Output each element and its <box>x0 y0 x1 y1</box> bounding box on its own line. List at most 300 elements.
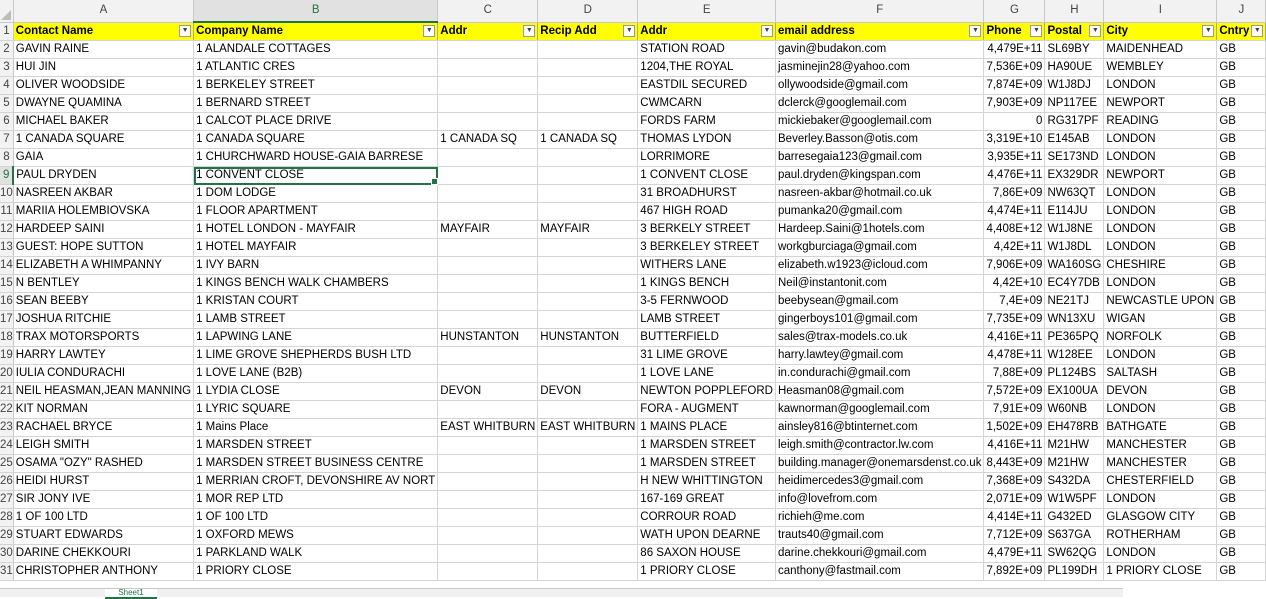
cell[interactable]: EASTDIL SECURED <box>638 77 776 95</box>
cell[interactable]: GB <box>1217 275 1266 293</box>
row-header[interactable]: 26 <box>0 473 13 491</box>
cell[interactable]: ELIZABETH A WHIMPANNY <box>13 257 193 275</box>
row-header[interactable]: 31 <box>0 563 13 581</box>
column-header-b[interactable]: B <box>194 0 438 22</box>
sheet-tab[interactable] <box>105 589 157 599</box>
cell[interactable]: READING <box>1104 113 1217 131</box>
cell[interactable]: NEWPORT <box>1104 95 1217 113</box>
cell[interactable]: 4,42E+10 <box>984 275 1045 293</box>
cell[interactable]: HA90UE <box>1045 59 1104 77</box>
cell[interactable]: 1 MARSDEN STREET <box>638 437 776 455</box>
select-all-corner[interactable] <box>0 0 13 22</box>
cell[interactable]: pumanka20@gmail.com <box>776 203 984 221</box>
cell[interactable] <box>538 59 638 77</box>
cell[interactable]: DEVON <box>438 383 538 401</box>
cell[interactable]: E145AB <box>1045 131 1104 149</box>
cell[interactable]: CWMCARN <box>638 95 776 113</box>
cell[interactable] <box>538 455 638 473</box>
cell[interactable]: MAYFAIR <box>538 221 638 239</box>
cell[interactable]: Hardeep.Saini@1hotels.com <box>776 221 984 239</box>
cell[interactable]: S432DA <box>1045 473 1104 491</box>
cell[interactable]: 1 CONVENT CLOSE <box>638 167 776 185</box>
cell[interactable]: 1 OF 100 LTD <box>194 509 438 527</box>
cell[interactable]: GB <box>1217 203 1266 221</box>
cell[interactable]: PL199DH <box>1045 563 1104 581</box>
cell[interactable]: MAYFAIR <box>438 221 538 239</box>
cell[interactable]: LONDON <box>1104 131 1217 149</box>
cell[interactable]: NEWTON POPPLEFORD <box>638 383 776 401</box>
cell[interactable]: JOSHUA RITCHIE <box>13 311 193 329</box>
cell[interactable]: SE173ND <box>1045 149 1104 167</box>
column-header-e[interactable]: E <box>638 0 776 22</box>
header-cell[interactable] <box>1045 22 1104 41</box>
cell[interactable]: 4,414E+11 <box>984 509 1045 527</box>
cell[interactable]: HARRY LAWTEY <box>13 347 193 365</box>
cell[interactable] <box>538 401 638 419</box>
cell[interactable]: 1 MARSDEN STREET <box>638 455 776 473</box>
cell[interactable]: 1 LIME GROVE SHEPHERDS BUSH LTD <box>194 347 438 365</box>
row-header[interactable]: 17 <box>0 311 13 329</box>
cell[interactable] <box>438 275 538 293</box>
cell[interactable] <box>438 473 538 491</box>
row-header[interactable]: 27 <box>0 491 13 509</box>
cell[interactable]: N BENTLEY <box>13 275 193 293</box>
cell[interactable]: LAMB STREET <box>638 311 776 329</box>
cell[interactable] <box>538 473 638 491</box>
cell[interactable]: WATH UPON DEARNE <box>638 527 776 545</box>
cell[interactable]: NE21TJ <box>1045 293 1104 311</box>
cell[interactable]: GLASGOW CITY <box>1104 509 1217 527</box>
row-header[interactable]: 19 <box>0 347 13 365</box>
row-header[interactable]: 22 <box>0 401 13 419</box>
cell[interactable]: LONDON <box>1104 347 1217 365</box>
row-header[interactable]: 15 <box>0 275 13 293</box>
filter-dropdown-icon[interactable]: ▼ <box>423 25 435 37</box>
cell[interactable]: 1 MARSDEN STREET <box>194 437 438 455</box>
cell[interactable]: EAST WHITBURN <box>538 419 638 437</box>
cell[interactable]: 3-5 FERNWOOD <box>638 293 776 311</box>
row-header[interactable]: 23 <box>0 419 13 437</box>
cell[interactable]: LONDON <box>1104 239 1217 257</box>
cell[interactable]: 7,906E+09 <box>984 257 1045 275</box>
cell[interactable]: CHESHIRE <box>1104 257 1217 275</box>
cell[interactable]: GB <box>1217 383 1266 401</box>
cell[interactable]: EX329DR <box>1045 167 1104 185</box>
cell[interactable]: 0 <box>984 113 1045 131</box>
cell[interactable] <box>538 113 638 131</box>
cell[interactable]: 4,408E+12 <box>984 221 1045 239</box>
cell[interactable]: Neil@instantonit.com <box>776 275 984 293</box>
cell[interactable]: 1 PRIORY CLOSE <box>194 563 438 581</box>
cell[interactable]: GB <box>1217 293 1266 311</box>
cell[interactable]: 4,479E+11 <box>984 41 1045 59</box>
cell[interactable]: leigh.smith@contractor.lw.com <box>776 437 984 455</box>
cell[interactable]: EAST WHITBURN <box>438 419 538 437</box>
cell[interactable] <box>438 41 538 59</box>
cell[interactable]: MARIIA HOLEMBIOVSKA <box>13 203 193 221</box>
cell[interactable]: HEIDI HURST <box>13 473 193 491</box>
cell[interactable]: HARDEEP SAINI <box>13 221 193 239</box>
cell[interactable] <box>438 257 538 275</box>
cell[interactable]: SALTASH <box>1104 365 1217 383</box>
cell[interactable] <box>438 185 538 203</box>
cell[interactable]: FORDS FARM <box>638 113 776 131</box>
cell[interactable]: 7,903E+09 <box>984 95 1045 113</box>
cell[interactable]: GB <box>1217 491 1266 509</box>
cell[interactable]: STATION ROAD <box>638 41 776 59</box>
cell[interactable]: GB <box>1217 455 1266 473</box>
cell[interactable] <box>438 149 538 167</box>
cell[interactable]: building.manager@onemarsdenst.co.uk <box>776 455 984 473</box>
cell[interactable]: CORROUR ROAD <box>638 509 776 527</box>
cell[interactable]: DEVON <box>538 383 638 401</box>
cell[interactable]: LONDON <box>1104 221 1217 239</box>
column-header-g[interactable]: G <box>984 0 1045 22</box>
cell[interactable] <box>538 203 638 221</box>
cell[interactable]: GB <box>1217 131 1266 149</box>
cell[interactable]: 1 CANADA SQ <box>438 131 538 149</box>
row-header[interactable]: 5 <box>0 95 13 113</box>
cell[interactable] <box>438 491 538 509</box>
cell[interactable]: NEWCASTLE UPON <box>1104 293 1217 311</box>
cell[interactable] <box>438 239 538 257</box>
cell[interactable]: canthony@fastmail.com <box>776 563 984 581</box>
row-header[interactable]: 3 <box>0 59 13 77</box>
cell[interactable]: DEVON <box>1104 383 1217 401</box>
cell[interactable]: LONDON <box>1104 149 1217 167</box>
cell[interactable]: 1 HOTEL MAYFAIR <box>194 239 438 257</box>
cell[interactable]: GB <box>1217 185 1266 203</box>
cell[interactable]: W1W5PF <box>1045 491 1104 509</box>
cell[interactable]: barresegaia123@gmail.com <box>776 149 984 167</box>
cell[interactable] <box>438 401 538 419</box>
cell[interactable]: 7,86E+09 <box>984 185 1045 203</box>
filter-dropdown-icon[interactable]: ▼ <box>523 25 535 37</box>
cell[interactable]: 1 MARSDEN STREET BUSINESS CENTRE <box>194 455 438 473</box>
cell[interactable] <box>438 509 538 527</box>
cell[interactable] <box>538 437 638 455</box>
cell[interactable]: BUTTERFIELD <box>638 329 776 347</box>
cell[interactable]: WA160SG <box>1045 257 1104 275</box>
cell[interactable]: 1 PRIORY CLOSE <box>1104 563 1217 581</box>
cell[interactable]: 1 LAPWING LANE <box>194 329 438 347</box>
row-header[interactable]: 13 <box>0 239 13 257</box>
cell[interactable]: 1 LYRIC SQUARE <box>194 401 438 419</box>
cell[interactable]: 1 CANADA SQUARE <box>194 131 438 149</box>
cell[interactable]: darine.chekkouri@gmail.com <box>776 545 984 563</box>
cell[interactable]: GB <box>1217 41 1266 59</box>
filter-dropdown-icon[interactable]: ▼ <box>623 25 635 37</box>
cell[interactable]: M21HW <box>1045 437 1104 455</box>
cell[interactable]: 1 ATLANTIC CRES <box>194 59 438 77</box>
row-header[interactable]: 8 <box>0 149 13 167</box>
row-header[interactable]: 10 <box>0 185 13 203</box>
cell[interactable]: Heasman08@gmail.com <box>776 383 984 401</box>
cell[interactable]: GB <box>1217 527 1266 545</box>
cell[interactable]: S637GA <box>1045 527 1104 545</box>
cell[interactable]: WITHERS LANE <box>638 257 776 275</box>
cell[interactable]: sales@trax-models.co.uk <box>776 329 984 347</box>
cell[interactable]: 3 BERKELEY STREET <box>638 239 776 257</box>
cell[interactable] <box>438 95 538 113</box>
cell[interactable]: 1 CALCOT PLACE DRIVE <box>194 113 438 131</box>
row-header[interactable]: 28 <box>0 509 13 527</box>
cell[interactable]: 8,443E+09 <box>984 455 1045 473</box>
row-header[interactable]: 14 <box>0 257 13 275</box>
cell[interactable]: 1 BERKELEY STREET <box>194 77 438 95</box>
cell[interactable]: GB <box>1217 113 1266 131</box>
cell[interactable]: GB <box>1217 509 1266 527</box>
cell[interactable]: 1,502E+09 <box>984 419 1045 437</box>
cell[interactable]: GB <box>1217 329 1266 347</box>
cell[interactable] <box>538 293 638 311</box>
cell[interactable]: 1 OXFORD MEWS <box>194 527 438 545</box>
cell[interactable]: H NEW WHITTINGTON <box>638 473 776 491</box>
cell[interactable] <box>538 275 638 293</box>
cell[interactable]: WIGAN <box>1104 311 1217 329</box>
cell[interactable]: 3,935E+11 <box>984 149 1045 167</box>
filter-dropdown-icon[interactable]: ▼ <box>1251 25 1263 37</box>
cell[interactable] <box>438 167 538 185</box>
cell[interactable]: LONDON <box>1104 77 1217 95</box>
cell[interactable]: GB <box>1217 545 1266 563</box>
cell[interactable] <box>438 311 538 329</box>
cell[interactable]: GB <box>1217 401 1266 419</box>
cell[interactable]: GB <box>1217 167 1266 185</box>
cell[interactable] <box>538 509 638 527</box>
cell[interactable]: LONDON <box>1104 491 1217 509</box>
header-cell[interactable] <box>776 22 984 41</box>
cell[interactable]: 7,88E+09 <box>984 365 1045 383</box>
cell[interactable]: OSAMA "OZY" RASHED <box>13 455 193 473</box>
cell[interactable]: W1J8NE <box>1045 221 1104 239</box>
cell[interactable] <box>538 563 638 581</box>
cell[interactable]: Beverley.Basson@otis.com <box>776 131 984 149</box>
cell[interactable]: GB <box>1217 95 1266 113</box>
row-header[interactable]: 30 <box>0 545 13 563</box>
cell[interactable]: 1 FLOOR APARTMENT <box>194 203 438 221</box>
cell[interactable]: 1 IVY BARN <box>194 257 438 275</box>
cell[interactable]: in.condurachi@gmail.com <box>776 365 984 383</box>
cell[interactable]: NEIL HEASMAN,JEAN MANNING <box>13 383 193 401</box>
cell[interactable]: STUART EDWARDS <box>13 527 193 545</box>
cell[interactable]: GB <box>1217 311 1266 329</box>
cell[interactable]: LONDON <box>1104 401 1217 419</box>
row-header[interactable]: 24 <box>0 437 13 455</box>
cell[interactable] <box>538 257 638 275</box>
column-header-j[interactable]: J <box>1217 0 1266 22</box>
cell[interactable]: 1 MERRIAN CROFT, DEVONSHIRE AV NORT <box>194 473 438 491</box>
cell[interactable]: 7,368E+09 <box>984 473 1045 491</box>
cell[interactable]: GB <box>1217 473 1266 491</box>
cell[interactable]: E114JU <box>1045 203 1104 221</box>
cell[interactable]: NP117EE <box>1045 95 1104 113</box>
cell[interactable]: W60NB <box>1045 401 1104 419</box>
cell[interactable]: CHRISTOPHER ANTHONY <box>13 563 193 581</box>
cell[interactable]: W1J8DL <box>1045 239 1104 257</box>
cell[interactable]: kawnorman@googlemail.com <box>776 401 984 419</box>
cell[interactable]: ROTHERHAM <box>1104 527 1217 545</box>
cell[interactable] <box>438 113 538 131</box>
cell[interactable]: 1 ALANDALE COTTAGES <box>194 41 438 59</box>
cell[interactable] <box>438 437 538 455</box>
active-cell[interactable]: 1 CONVENT CLOSE <box>194 167 438 185</box>
cell[interactable]: MANCHESTER <box>1104 437 1217 455</box>
row-header[interactable]: 20 <box>0 365 13 383</box>
filter-dropdown-icon[interactable]: ▼ <box>1089 25 1101 37</box>
cell[interactable] <box>538 365 638 383</box>
cell[interactable]: 1 MAINS PLACE <box>638 419 776 437</box>
cell[interactable]: LONDON <box>1104 203 1217 221</box>
cell[interactable]: M21HW <box>1045 455 1104 473</box>
cell[interactable]: 4,416E+11 <box>984 437 1045 455</box>
cell[interactable] <box>438 527 538 545</box>
cell[interactable]: ollywoodside@gmail.com <box>776 77 984 95</box>
cell[interactable]: THOMAS LYDON <box>638 131 776 149</box>
cell[interactable]: NEWPORT <box>1104 167 1217 185</box>
row-header[interactable]: 29 <box>0 527 13 545</box>
cell[interactable]: SL69BY <box>1045 41 1104 59</box>
cell[interactable]: 4,42E+11 <box>984 239 1045 257</box>
header-cell[interactable] <box>638 22 776 41</box>
cell[interactable]: info@lovefrom.com <box>776 491 984 509</box>
cell[interactable]: 1 PRIORY CLOSE <box>638 563 776 581</box>
cell[interactable]: GB <box>1217 437 1266 455</box>
cell[interactable]: mickiebaker@googlemail.com <box>776 113 984 131</box>
cell[interactable]: elizabeth.w1923@icloud.com <box>776 257 984 275</box>
cell[interactable]: 4,416E+11 <box>984 329 1045 347</box>
cell[interactable]: richieh@me.com <box>776 509 984 527</box>
cell[interactable]: 31 BROADHURST <box>638 185 776 203</box>
column-header-i[interactable]: I <box>1104 0 1217 22</box>
cell[interactable] <box>538 167 638 185</box>
cell[interactable]: 1 KINGS BENCH <box>638 275 776 293</box>
cell[interactable]: GB <box>1217 59 1266 77</box>
filter-dropdown-icon[interactable]: ▼ <box>179 25 191 37</box>
cell[interactable] <box>438 365 538 383</box>
cell[interactable]: 1 BERNARD STREET <box>194 95 438 113</box>
cell[interactable]: GB <box>1217 221 1266 239</box>
cell[interactable]: trauts40@gmail.com <box>776 527 984 545</box>
cell[interactable]: NW63QT <box>1045 185 1104 203</box>
cell[interactable]: 7,874E+09 <box>984 77 1045 95</box>
cell[interactable]: GB <box>1217 77 1266 95</box>
cell[interactable] <box>538 527 638 545</box>
cell[interactable]: G432ED <box>1045 509 1104 527</box>
cell[interactable]: jasminejin28@yahoo.com <box>776 59 984 77</box>
column-header-f[interactable]: F <box>776 0 984 22</box>
cell[interactable] <box>438 563 538 581</box>
cell[interactable]: EC4Y7DB <box>1045 275 1104 293</box>
cell[interactable]: CHESTERFIELD <box>1104 473 1217 491</box>
cell[interactable]: 1 DOM LODGE <box>194 185 438 203</box>
row-header[interactable]: 21 <box>0 383 13 401</box>
cell[interactable]: 1 CANADA SQUARE <box>13 131 193 149</box>
header-cell[interactable] <box>538 22 638 41</box>
cell[interactable]: SIR JONY IVE <box>13 491 193 509</box>
cell[interactable]: 1 OF 100 LTD <box>13 509 193 527</box>
cell[interactable]: 7,735E+09 <box>984 311 1045 329</box>
cell[interactable]: W1J8DJ <box>1045 77 1104 95</box>
cell[interactable]: 1 LOVE LANE (B2B) <box>194 365 438 383</box>
cell[interactable] <box>438 455 538 473</box>
cell[interactable]: LONDON <box>1104 275 1217 293</box>
cell[interactable]: HUNSTANTON <box>438 329 538 347</box>
cell[interactable]: 2,071E+09 <box>984 491 1045 509</box>
cell[interactable]: MANCHESTER <box>1104 455 1217 473</box>
cell[interactable]: 167-169 GREAT <box>638 491 776 509</box>
column-header-a[interactable]: A <box>13 0 193 22</box>
cell[interactable]: GB <box>1217 257 1266 275</box>
cell[interactable]: PL124BS <box>1045 365 1104 383</box>
cell[interactable] <box>438 293 538 311</box>
header-cell[interactable] <box>13 22 193 41</box>
cell[interactable]: BATHGATE <box>1104 419 1217 437</box>
cell[interactable]: MAIDENHEAD <box>1104 41 1217 59</box>
row-header[interactable]: 4 <box>0 77 13 95</box>
cell[interactable]: GB <box>1217 239 1266 257</box>
cell[interactable]: 1 Mains Place <box>194 419 438 437</box>
cell[interactable]: RACHAEL BRYCE <box>13 419 193 437</box>
cell[interactable]: GAIA <box>13 149 193 167</box>
cell[interactable]: PE365PQ <box>1045 329 1104 347</box>
cell[interactable]: GB <box>1217 347 1266 365</box>
cell[interactable]: WEMBLEY <box>1104 59 1217 77</box>
cell[interactable]: harry.lawtey@gmail.com <box>776 347 984 365</box>
column-header-c[interactable]: C <box>438 0 538 22</box>
cell[interactable]: DWAYNE QUAMINA <box>13 95 193 113</box>
cell[interactable] <box>438 347 538 365</box>
header-cell[interactable] <box>1217 22 1266 41</box>
cell[interactable] <box>538 545 638 563</box>
filter-dropdown-icon[interactable]: ▼ <box>761 25 773 37</box>
row-header[interactable]: 18 <box>0 329 13 347</box>
row-header[interactable]: 16 <box>0 293 13 311</box>
cell[interactable] <box>438 77 538 95</box>
cell[interactable] <box>438 59 538 77</box>
cell[interactable]: 4,476E+11 <box>984 167 1045 185</box>
row-header[interactable]: 9 <box>0 167 13 185</box>
cell[interactable]: GAVIN RAINE <box>13 41 193 59</box>
cell[interactable]: HUNSTANTON <box>538 329 638 347</box>
cell[interactable]: SW62QG <box>1045 545 1104 563</box>
cell[interactable]: IULIA CONDURACHI <box>13 365 193 383</box>
cell[interactable] <box>438 545 538 563</box>
cell[interactable]: LONDON <box>1104 545 1217 563</box>
filter-dropdown-icon[interactable]: ▼ <box>1030 25 1042 37</box>
header-cell[interactable] <box>438 22 538 41</box>
cell[interactable]: 1 LAMB STREET <box>194 311 438 329</box>
cell[interactable]: dclerck@googlemail.com <box>776 95 984 113</box>
cell[interactable]: 7,572E+09 <box>984 383 1045 401</box>
cell[interactable]: 1 KRISTAN COURT <box>194 293 438 311</box>
cell[interactable]: 86 SAXON HOUSE <box>638 545 776 563</box>
cell[interactable] <box>538 347 638 365</box>
cell[interactable]: 467 HIGH ROAD <box>638 203 776 221</box>
cell[interactable]: GB <box>1217 365 1266 383</box>
cell[interactable]: 4,479E+11 <box>984 545 1045 563</box>
cell[interactable]: 3 BERKELY STREET <box>638 221 776 239</box>
cell[interactable]: GUEST: HOPE SUTTON <box>13 239 193 257</box>
cell[interactable] <box>538 239 638 257</box>
cell[interactable]: HUI JIN <box>13 59 193 77</box>
cell[interactable]: GB <box>1217 149 1266 167</box>
cell[interactable]: W128EE <box>1045 347 1104 365</box>
cell[interactable]: beebysean@gmail.com <box>776 293 984 311</box>
row-header[interactable]: 25 <box>0 455 13 473</box>
header-cell[interactable] <box>194 22 438 41</box>
header-cell[interactable] <box>984 22 1045 41</box>
